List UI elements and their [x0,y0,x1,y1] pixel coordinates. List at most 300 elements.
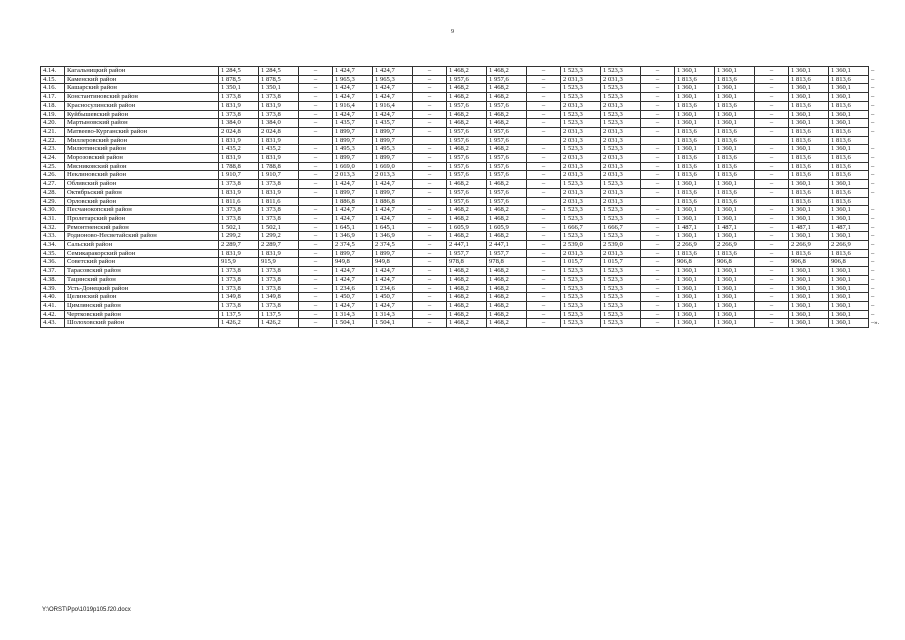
value-cell: 1 468,2 [487,232,527,241]
value-cell: 1 831,9 [259,188,299,197]
row-number: 4.41. [41,301,65,310]
value-cell: 1 523,3 [561,310,601,319]
value-cell: 1 360,1 [829,93,869,102]
dash-cell: – [527,188,561,197]
value-cell: 1 360,1 [675,145,715,154]
value-cell: 2 289,7 [219,241,259,250]
value-cell: 1 360,1 [829,275,869,284]
value-cell: 1 495,3 [333,145,373,154]
dash-cell: – [527,249,561,258]
dash-cell: – [871,127,875,135]
value-cell: 1 373,8 [219,180,259,189]
dash-cell [755,197,789,206]
dash-cell: – [871,162,875,170]
row-number: 4.38. [41,275,65,284]
dash-cell: – [755,180,789,189]
dash-cell: – [641,214,675,223]
value-cell: 1 360,1 [675,293,715,302]
value-cell: 1 813,6 [675,197,715,206]
value-cell: 1 813,6 [675,188,715,197]
dash-cell: – [641,84,675,93]
value-cell: 1 813,6 [675,75,715,84]
value-cell: 1 373,8 [219,110,259,119]
value-cell: 1 523,3 [561,267,601,276]
value-cell: 1 813,6 [829,127,869,136]
value-cell: 1 360,1 [789,93,829,102]
dash-cell: – [755,154,789,163]
dash-cell: – [299,101,333,110]
dash-cell: – [527,258,561,267]
dash-cell: – [527,241,561,250]
district-name: Целинский район [65,293,219,302]
value-cell: 1 360,1 [829,145,869,154]
dash-cell [413,136,447,145]
value-cell: 1 899,7 [373,127,413,136]
value-cell: 1 360,1 [829,301,869,310]
value-cell: 1 360,1 [675,206,715,215]
value-cell: 1 813,6 [829,188,869,197]
row-number: 4.32. [41,223,65,232]
value-cell: 1 137,5 [259,310,299,319]
row-number: 4.40. [41,293,65,302]
value-cell: 1 813,6 [789,197,829,206]
dash-cell: – [755,214,789,223]
value-cell: 1 669,0 [373,162,413,171]
value-cell: 915,9 [219,258,259,267]
value-cell: 1 360,1 [675,67,715,76]
dash-cell: – [871,171,875,179]
value-cell: 2 024,8 [259,127,299,136]
value-cell: 1 360,1 [789,319,829,328]
value-cell: 1 424,7 [333,267,373,276]
value-cell: 1 468,2 [487,180,527,189]
dash-cell: – [641,232,675,241]
value-cell: 1 015,7 [601,258,641,267]
value-cell: 1 424,7 [333,206,373,215]
value-cell: 1 424,7 [333,301,373,310]
value-cell: 1 360,1 [829,110,869,119]
value-cell: 1 468,2 [447,275,487,284]
dash-cell: – [527,145,561,154]
value-cell: 906,8 [789,258,829,267]
value-cell: 1 495,3 [373,145,413,154]
value-cell: 1 468,2 [487,284,527,293]
value-cell: 1 360,1 [715,293,755,302]
dash-cell: – [871,75,875,83]
value-cell: 1 468,2 [487,206,527,215]
value-cell: 1 957,6 [487,127,527,136]
dash-cell: – [527,319,561,328]
value-cell: 1 435,7 [333,119,373,128]
table-row [41,145,889,154]
row-number: 4.42. [41,310,65,319]
value-cell: 1 234,6 [373,284,413,293]
dash-cell: – [871,249,875,257]
dash-cell: – [641,171,675,180]
value-cell: 2 374,5 [373,241,413,250]
value-cell: 1 468,2 [487,110,527,119]
value-cell: 1 523,3 [601,84,641,93]
value-cell: 1 373,8 [259,180,299,189]
dash-cell: – [871,110,875,118]
dash-cell: – [299,319,333,328]
value-cell: 1 137,5 [219,310,259,319]
district-name: Неклиновский район [65,171,219,180]
dash-cell: – [641,241,675,250]
dash-cell [413,197,447,206]
table-row [41,93,889,102]
table-row [41,223,889,232]
value-cell: 1 468,2 [487,301,527,310]
dash-cell: – [755,258,789,267]
dash-cell: – [871,188,875,196]
value-cell: 1 813,6 [715,171,755,180]
value-cell: 1 669,0 [333,162,373,171]
dash-cell: –». [871,319,880,327]
dash-cell: – [871,275,875,283]
value-cell: 1 468,2 [487,93,527,102]
value-cell: 1 813,6 [715,154,755,163]
value-cell: 1 886,8 [333,197,373,206]
value-cell: 2 031,3 [601,197,641,206]
row-number: 4.16. [41,84,65,93]
value-cell: 1 360,1 [829,267,869,276]
dash-cell: – [413,110,447,119]
value-cell: 1 788,8 [259,162,299,171]
value-cell: 1 910,7 [219,171,259,180]
dash-cell: – [299,258,333,267]
table-body [41,67,889,328]
dash-cell: – [641,67,675,76]
value-cell: 1 424,7 [373,301,413,310]
value-cell: 2 266,9 [789,241,829,250]
value-cell: 1 360,1 [829,293,869,302]
value-cell: 1 523,3 [601,301,641,310]
value-cell: 1 424,7 [373,110,413,119]
dash-cell: – [413,249,447,258]
value-cell: 1 360,1 [715,319,755,328]
value-cell: 1 605,9 [487,223,527,232]
value-cell: 1 916,4 [373,101,413,110]
value-cell: 1 360,1 [675,319,715,328]
dash-cell: – [413,319,447,328]
value-cell: 1 468,2 [487,267,527,276]
dash-cell [527,197,561,206]
row-number: 4.34. [41,241,65,250]
district-name: Кагальницкий район [65,67,219,76]
value-cell: 2 374,5 [333,241,373,250]
dash-cell: – [413,267,447,276]
value-cell: 1 788,8 [219,162,259,171]
value-cell: 1 360,1 [789,293,829,302]
dash-cell: – [755,319,789,328]
dash-cell: – [641,180,675,189]
dash-cell: – [527,154,561,163]
dash-cell [641,136,675,145]
value-cell: 2 031,3 [561,136,601,145]
table-row [41,84,889,93]
value-cell: 1 360,1 [715,110,755,119]
table-row [41,188,889,197]
value-cell: 1 813,6 [715,162,755,171]
district-name: Пролетарский район [65,214,219,223]
dash-cell: – [871,119,875,127]
dash-cell: – [299,188,333,197]
value-cell: 2 266,9 [715,241,755,250]
value-cell: 1 523,3 [601,180,641,189]
value-cell: 1 957,6 [487,171,527,180]
value-cell: 1 878,5 [259,75,299,84]
value-cell: 906,8 [715,258,755,267]
dash-cell [527,136,561,145]
dash-cell: – [527,101,561,110]
table-row [41,162,889,171]
value-cell: 1 813,6 [829,171,869,180]
value-cell: 1 813,6 [789,171,829,180]
district-name: Орловский район [65,197,219,206]
table-row [41,101,889,110]
dash-cell: – [641,258,675,267]
value-cell: 1 813,6 [675,127,715,136]
value-cell: 1 813,6 [789,136,829,145]
dash-cell: – [527,310,561,319]
row-number: 4.21. [41,127,65,136]
value-cell: 1 346,9 [333,232,373,241]
value-cell: 1 899,7 [333,249,373,258]
value-cell: 1 426,2 [259,319,299,328]
value-cell: 1 360,1 [789,214,829,223]
value-cell: 1 957,6 [487,188,527,197]
district-name: Семикаракорский район [65,249,219,258]
dash-cell: – [641,223,675,232]
value-cell: 1 523,3 [561,180,601,189]
table-row [41,310,889,319]
value-cell: 1 523,3 [601,110,641,119]
district-name: Песчанокопский район [65,206,219,215]
value-cell: 1 813,6 [789,249,829,258]
value-cell: 1 523,3 [561,110,601,119]
value-cell: 1 831,9 [259,136,299,145]
value-cell: 1 666,7 [601,223,641,232]
value-cell: 1 360,1 [829,206,869,215]
value-cell: 1 523,3 [561,319,601,328]
value-cell: 1 523,3 [561,145,601,154]
district-name: Родионово-Несветайский район [65,232,219,241]
value-cell: 1 360,1 [715,267,755,276]
dash-cell: – [641,162,675,171]
value-cell: 1 360,1 [675,84,715,93]
table-row [41,206,889,215]
value-cell: 1 426,2 [219,319,259,328]
value-cell: 1 424,7 [333,67,373,76]
value-cell: 1 899,7 [373,136,413,145]
row-number: 4.25. [41,162,65,171]
value-cell: 1 957,6 [487,136,527,145]
dash-cell: – [755,267,789,276]
value-cell: 1 813,6 [789,162,829,171]
value-cell: 1 360,1 [829,67,869,76]
value-cell: 1 523,3 [561,301,601,310]
value-cell: 1 015,7 [561,258,601,267]
value-cell: 1 360,1 [675,110,715,119]
dash-cell: – [299,119,333,128]
value-cell: 1 666,7 [561,223,601,232]
dash-cell: – [755,75,789,84]
dash-cell: – [299,162,333,171]
value-cell: 1 424,7 [333,275,373,284]
table-row [41,171,889,180]
value-cell: 978,8 [487,258,527,267]
value-cell: 1 360,1 [789,267,829,276]
value-cell: 1 346,9 [373,232,413,241]
value-cell: 1 468,2 [447,180,487,189]
dash-cell: – [299,310,333,319]
value-cell: 1 813,6 [829,101,869,110]
dash-cell: – [641,206,675,215]
value-cell: 1 468,2 [487,214,527,223]
value-cell: 1 523,3 [601,293,641,302]
value-cell: 1 360,1 [789,180,829,189]
dash-cell: – [299,67,333,76]
dash-cell: – [527,180,561,189]
row-number: 4.39. [41,284,65,293]
value-cell: 1 813,6 [715,75,755,84]
value-cell: 1 957,6 [447,101,487,110]
district-name: Матвеево-Курганский район [65,127,219,136]
value-cell: 1 468,2 [487,293,527,302]
dash-cell: – [299,93,333,102]
dash-cell: – [871,223,875,231]
value-cell: 1 899,7 [373,249,413,258]
value-cell: 1 360,1 [715,145,755,154]
dash-cell: – [755,223,789,232]
dash-cell: – [641,284,675,293]
dash-cell: – [413,145,447,154]
value-cell: 1 373,8 [259,214,299,223]
value-cell: 1 360,1 [675,267,715,276]
value-cell: 1 899,7 [373,154,413,163]
value-cell: 2 031,3 [601,154,641,163]
value-cell: 1 813,6 [789,75,829,84]
value-cell: 1 831,9 [259,101,299,110]
value-cell: 1 468,2 [447,310,487,319]
row-number: 4.37. [41,267,65,276]
dash-cell: – [299,127,333,136]
table-row [41,197,889,206]
value-cell: 2 447,1 [447,241,487,250]
value-cell: 1 813,6 [675,101,715,110]
table-row [41,180,889,189]
value-cell: 1 360,1 [675,284,715,293]
dash-cell: – [755,232,789,241]
value-cell: 1 831,9 [259,249,299,258]
value-cell: 1 605,9 [447,223,487,232]
value-cell: 1 360,1 [715,214,755,223]
dash-cell: – [871,310,875,318]
value-cell: 1 424,7 [333,180,373,189]
row-number: 4.24. [41,154,65,163]
value-cell: 1 360,1 [789,119,829,128]
value-cell: 1 360,1 [829,310,869,319]
row-number: 4.18. [41,101,65,110]
row-number: 4.43. [41,319,65,328]
district-name: Тацинский район [65,275,219,284]
value-cell: 1 360,1 [829,284,869,293]
row-number: 4.22. [41,136,65,145]
dash-cell: – [641,249,675,258]
value-cell: 1 360,1 [715,84,755,93]
dash-cell: – [641,154,675,163]
value-cell: 1 813,6 [829,136,869,145]
value-cell: 2 031,3 [561,101,601,110]
value-cell: 1 435,2 [219,145,259,154]
value-cell: 1 813,6 [829,197,869,206]
dash-cell: – [299,75,333,84]
value-cell: 906,8 [675,258,715,267]
value-cell: 1 350,1 [219,84,259,93]
value-cell: 1 523,3 [601,267,641,276]
row-number: 4.30. [41,206,65,215]
table-row [41,119,889,128]
value-cell: 1 813,6 [789,188,829,197]
district-name: Обливский район [65,180,219,189]
dash-cell: – [527,232,561,241]
value-cell: 1 813,6 [789,127,829,136]
value-cell: 2 266,9 [675,241,715,250]
dash-cell: – [299,249,333,258]
row-number: 4.17. [41,93,65,102]
value-cell: 2 031,3 [561,162,601,171]
value-cell: 1 360,1 [675,93,715,102]
dash-cell: – [527,93,561,102]
district-name: Константиновский район [65,93,219,102]
dash-cell: – [527,293,561,302]
value-cell: 1 360,1 [789,301,829,310]
value-cell: 1 813,6 [789,101,829,110]
value-cell: 1 424,7 [333,93,373,102]
value-cell: 1 360,1 [715,119,755,128]
value-cell: 1 360,1 [715,275,755,284]
table-row [41,136,889,145]
dash-cell: – [527,67,561,76]
dash-cell: – [413,206,447,215]
value-cell: 1 957,6 [447,197,487,206]
row-number: 4.33. [41,232,65,241]
dash-cell: – [871,267,875,275]
district-name: Мясниковский район [65,162,219,171]
value-cell: 1 813,6 [715,101,755,110]
dash-cell: – [527,267,561,276]
value-cell: 1 813,6 [675,136,715,145]
dash-cell: – [871,241,875,249]
table-row [41,214,889,223]
table-row [41,275,889,284]
dash-cell: – [871,101,875,109]
table-row [41,154,889,163]
value-cell: 1 523,3 [601,284,641,293]
value-cell: 1 373,8 [259,206,299,215]
value-cell: 1 468,2 [447,232,487,241]
dash-cell: – [527,223,561,232]
value-cell: 1 831,9 [219,101,259,110]
value-cell: 1 468,2 [447,301,487,310]
dash-cell: – [527,110,561,119]
value-cell: 1 468,2 [487,145,527,154]
row-number: 4.15. [41,75,65,84]
dash-cell: – [299,241,333,250]
value-cell: 1 813,6 [829,162,869,171]
value-cell: 1 487,1 [789,223,829,232]
